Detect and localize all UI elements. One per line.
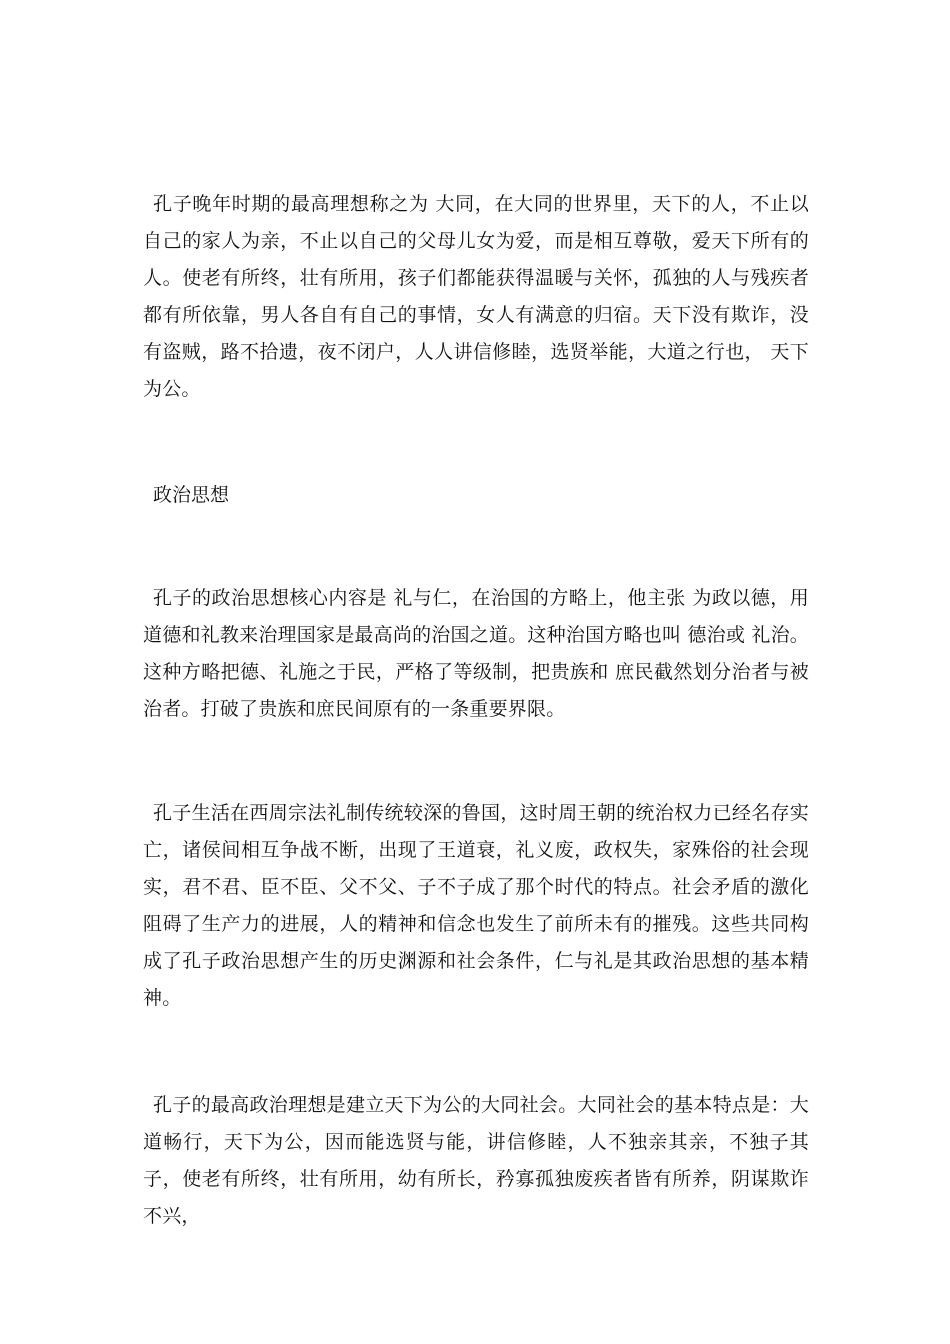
paragraph-historical-background: 孔子生活在西周宗法礼制传统较深的鲁国，这时周王朝的统治权力已经名存实亡，诸侯间相互争战不断，出现了王道衰，礼义废，政权失，家殊俗的社会现实，君不君、臣不臣、父不父、子不子成了那个时代的特点。社会矛盾的激化阻碍了生产力的进展，人的精神和信念也发生了前所未有的摧残。这些共同构成了孔子政治思想产生的历史渊源和社会条件，仁与礼是其政治思想的基本精神。: [143, 802, 809, 1009]
paragraph-datong-ideal: 孔子晚年时期的最高理想称之为 大同，在大同的世界里，天下的人，不止以自己的家人为亲，不止以自己的父母儿女为爱，而是相互尊敬，爱天下所有的人。使老有所终，壮有所用，孩子们都能获得温暖与关怀，孤独的人与残疾者都有所依靠，男人各自有自己的事情，女人有满意的归宿。天下没有欺诈，没有盗贼，路不拾遗，夜不闭户，人人讲信修睦，选贤举能，大道之行也， 天下为公。: [143, 193, 809, 400]
section-heading-political-thought: 政治思想: [153, 484, 230, 506]
paragraph-highest-political-ideal: 孔子的最高政治理想是建立天下为公的大同社会。大同社会的基本特点是：大道畅行，天下为公，因而能选贤与能，讲信修睦，人不独亲其亲，不独子其子，使老有所终，壮有所用，幼有所长，矜寡孤独废疾者皆有所养，阴谋欺诈不兴，: [143, 1094, 809, 1227]
paragraph-political-core: 孔子的政治思想核心内容是 礼与仁，在治国的方略上，他主张 为政以德，用道德和礼教来治理国家是最高尚的治国之道。这种治国方略也叫 德治或 礼治。这种方略把德、礼施之于民，严格了等级制，把贵族和 庶民截然划分治者与被治者。打破了贵族和庶民间原有的一条重要界限。: [143, 587, 809, 720]
